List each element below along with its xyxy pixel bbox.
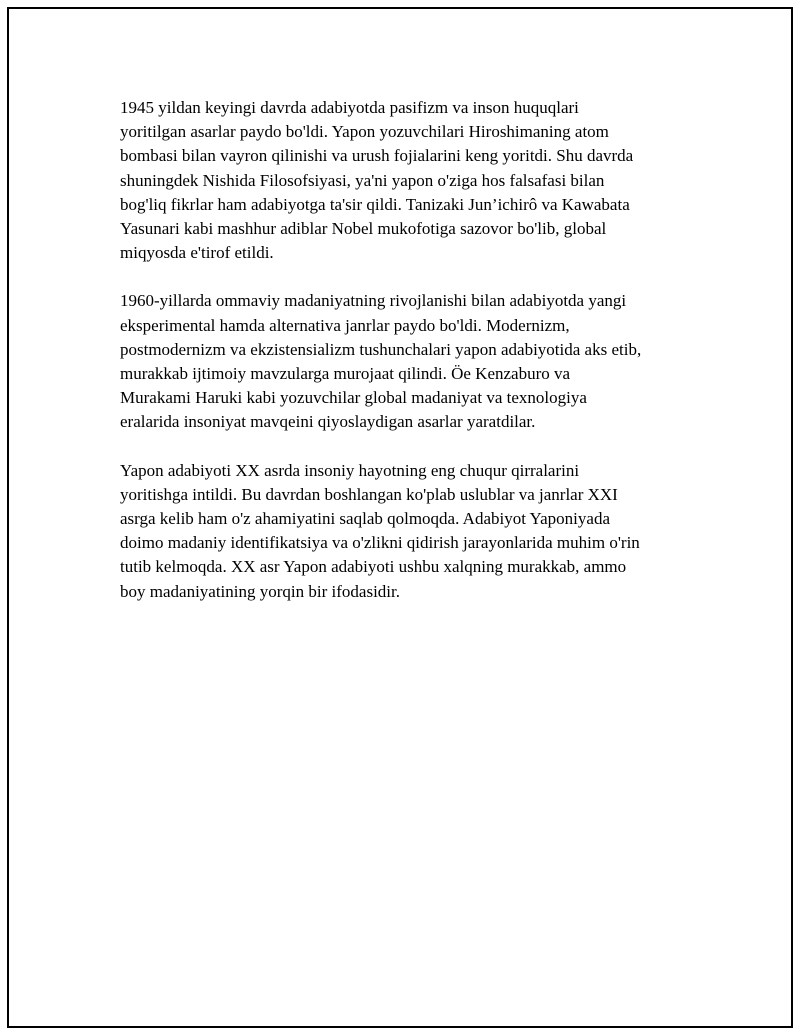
text-line: 1960-yillarda ommaviy madaniyatning rivojlanishi bilan adabiyotda yangi [120,291,627,311]
text-line: Yasunari kabi mashhur adiblar Nobel mukofotiga sazovor bo'lib, global [120,219,607,239]
document-body [120,96,700,628]
text-line: doimo madaniy identifikatsiya va o'zlikni qidirish jarayonlarida muhim o'rin [120,533,640,553]
text-line: murakkab ijtimoiy mavzularga murojaat qilindi. Öe Kenzaburo va [120,364,571,384]
text-line: miqyosda e'tirof etildi. [120,243,274,263]
text-line: Yapon adabiyoti XX asrda insoniy hayotning eng chuqur qirralarini [120,460,580,480]
paragraph-3 [120,459,700,604]
text-line: eksperimental hamda alternativa janrlar paydo bo'ldi. Modernizm, [120,315,570,335]
text-line: bombasi bilan vayron qilinishi va urush fojialarini keng yoritdi. Shu davrda [120,146,634,166]
text-line: postmodernizm va ekzistensializm tushunchalari yapon adabiyotida aks etib, [120,339,642,359]
text-line: 1945 yildan keyingi davrda adabiyotda pasifizm va inson huquqlari [120,98,579,117]
text-line: eralarida insoniyat mavqeini qiyoslaydigan asarlar yaratdilar. [120,412,536,432]
text-line: bog'liq fikrlar ham adabiyotga ta'sir qildi. Tanizaki Jun’ichirô va Kawabata [120,194,630,214]
text-line: yoritilgan asarlar paydo bo'ldi. Yapon yozuvchilari Hiroshimaning atom [120,122,609,142]
page-frame [7,7,793,1028]
paragraph-1 [120,96,700,265]
text-line: tutib kelmoqda. XX asr Yapon adabiyoti ushbu xalqning murakkab, ammo [120,557,627,577]
text-line: shuningdek Nishida Filosofsiyasi, ya'ni yapon o'ziga hos falsafasi bilan [120,170,605,190]
paragraph-2 [120,289,700,434]
text-line: asrga kelib ham o'z ahamiyatini saqlab qolmoqda. Adabiyot Yaponiyada [120,509,610,529]
text-line: yoritishga intildi. Bu davrdan boshlangan ko'plab uslublar va janrlar XXI [120,484,618,504]
text-line: boy madaniyatining yorqin bir ifodasidir. [120,581,400,601]
text-line: Murakami Haruki kabi yozuvchilar global madaniyat va texnologiya [120,388,587,408]
